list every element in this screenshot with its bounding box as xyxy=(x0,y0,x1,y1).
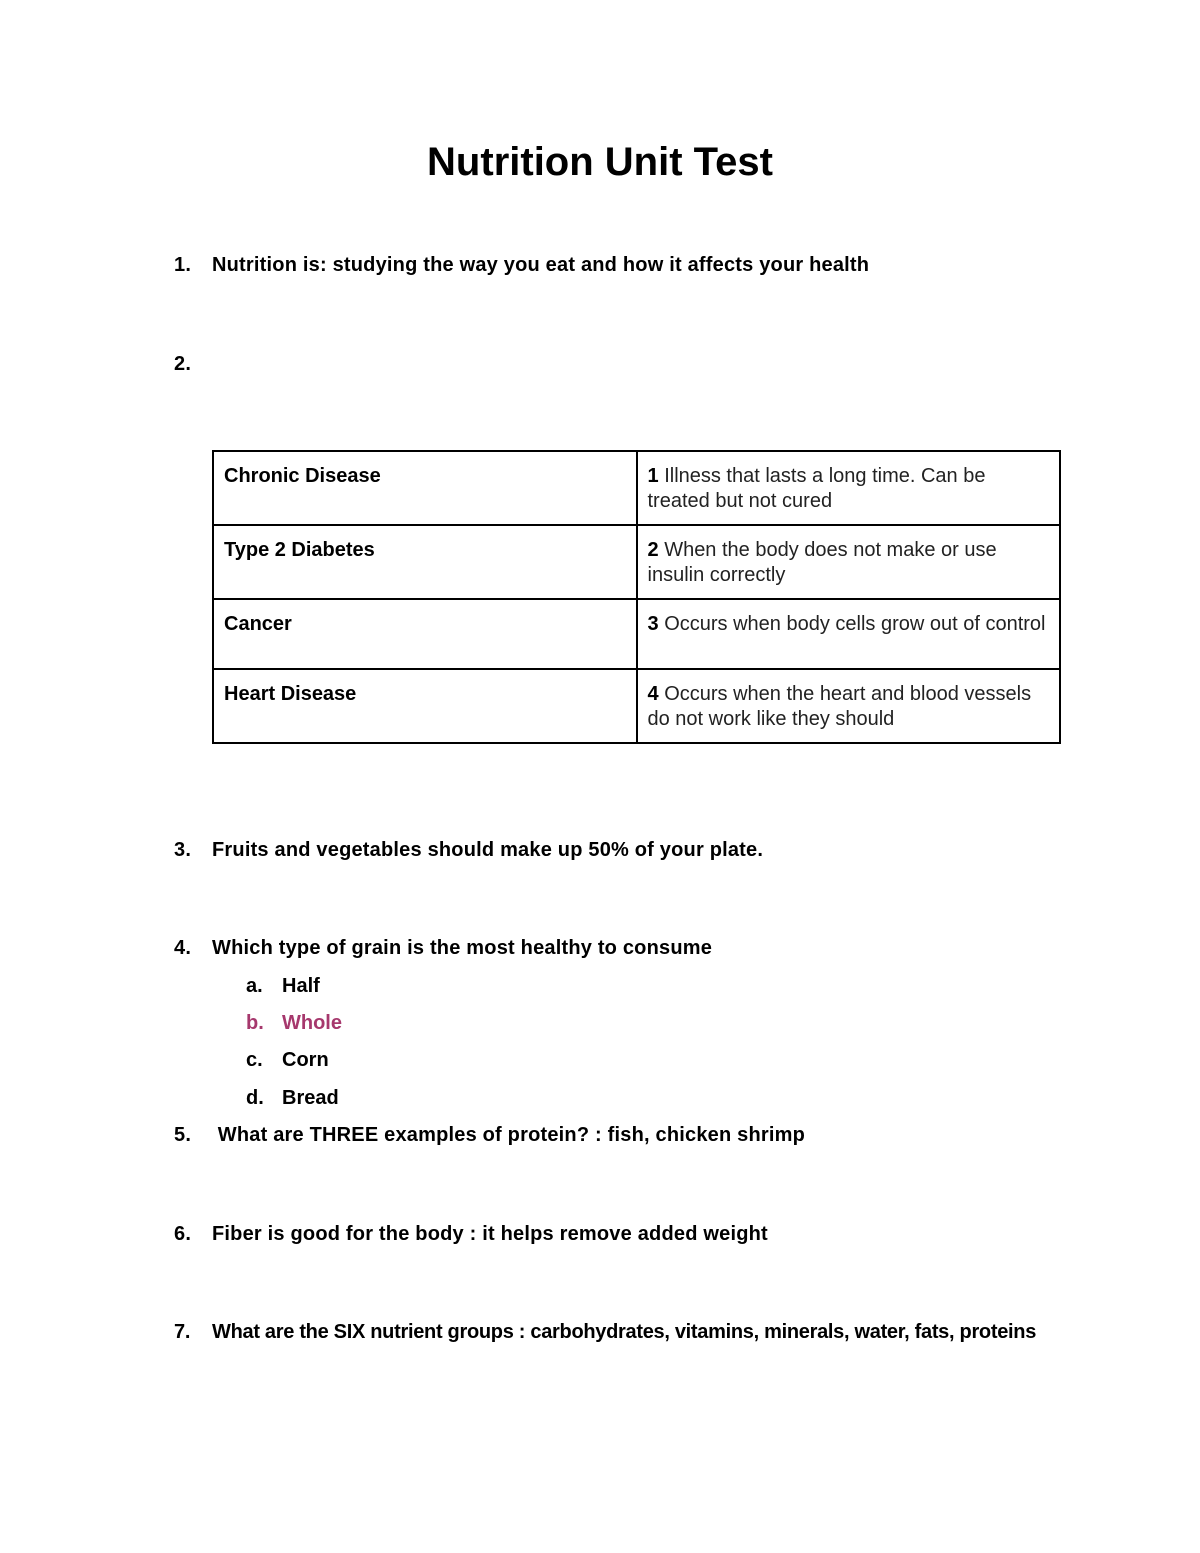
question-3 xyxy=(174,839,763,862)
definition-text: Occurs when the heart and blood vessels do not work like they should xyxy=(647,683,1032,730)
definition-cell xyxy=(637,599,1061,669)
term-cell: Chronic Disease xyxy=(213,451,637,525)
definition-number: 3 xyxy=(647,613,659,635)
page-title: Nutrition Unit Test xyxy=(427,140,773,184)
option-text: Half xyxy=(282,975,320,997)
question-7 xyxy=(174,1321,1036,1344)
definition-number: 2 xyxy=(647,539,659,561)
question-text: Nutrition is: studying the way you eat and how it affects your health xyxy=(212,254,870,276)
term-cell: Cancer xyxy=(213,599,637,669)
option-text: Corn xyxy=(282,1049,329,1071)
question-number: 5. xyxy=(174,1124,192,1146)
question-1 xyxy=(174,254,869,277)
definition-cell xyxy=(637,669,1061,743)
question-number: 3. xyxy=(174,839,192,861)
question-text: What are THREE examples of protein? : fish, chicken shrimp xyxy=(212,1124,806,1146)
option-d xyxy=(246,1087,339,1110)
option-text: Bread xyxy=(282,1087,339,1109)
definition-text: Illness that lasts a long time. Can be treated but not cured xyxy=(647,465,986,512)
option-letter: c. xyxy=(246,1049,263,1071)
option-a xyxy=(246,975,320,998)
option-c xyxy=(246,1049,329,1072)
definition-text: When the body does not make or use insulin correctly xyxy=(647,539,997,586)
question-number: 4. xyxy=(174,937,192,959)
table-row xyxy=(213,669,1060,743)
question-number: 2. xyxy=(174,353,192,375)
question-6 xyxy=(174,1223,768,1246)
definition-number: 1 xyxy=(647,465,659,487)
definition-cell xyxy=(637,525,1061,599)
option-letter: a. xyxy=(246,975,263,997)
question-4 xyxy=(174,937,712,960)
definition-number: 4 xyxy=(647,683,659,705)
question-5 xyxy=(174,1124,805,1147)
definition-text: Occurs when body cells grow out of control xyxy=(664,613,1046,635)
question-text: What are the SIX nutrient groups : carbohydrates, vitamins, minerals, water, fats, proteins xyxy=(212,1321,1037,1343)
question-number: 1. xyxy=(174,254,192,276)
table-row xyxy=(213,525,1060,599)
question-number: 6. xyxy=(174,1223,192,1245)
option-letter: b. xyxy=(246,1012,264,1034)
question-number: 7. xyxy=(174,1321,191,1343)
option-text: Whole xyxy=(282,1012,342,1034)
term-cell: Type 2 Diabetes xyxy=(213,525,637,599)
option-b-correct xyxy=(246,1012,342,1035)
question-text: Fiber is good for the body : it helps remove added weight xyxy=(212,1223,768,1245)
option-letter: d. xyxy=(246,1087,264,1109)
question-2 xyxy=(174,353,212,376)
definition-cell xyxy=(637,451,1061,525)
question-text: Which type of grain is the most healthy to consume xyxy=(212,937,713,959)
term-cell: Heart Disease xyxy=(213,669,637,743)
matching-table xyxy=(212,450,1061,744)
question-text: Fruits and vegetables should make up 50% of your plate. xyxy=(212,839,764,861)
table-row xyxy=(213,451,1060,525)
table-row xyxy=(213,599,1060,669)
